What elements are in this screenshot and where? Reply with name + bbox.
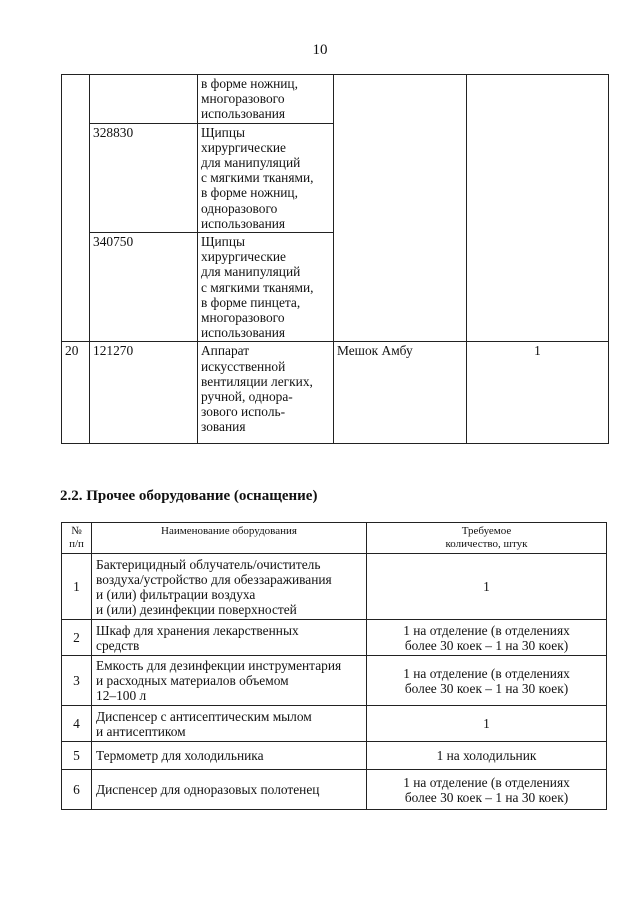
other-equipment-table [61, 522, 607, 810]
equipment-cell: Мешок Амбу [334, 342, 467, 444]
table-row [62, 742, 607, 770]
row-number: 4 [62, 706, 92, 742]
quantity-cell: 1 [367, 706, 607, 742]
equipment-cell [334, 75, 467, 342]
name-cell: Диспенсер для одноразовых полотенец [92, 770, 367, 810]
header-name: Наименование оборудования [92, 523, 367, 554]
section-title: 2.2. Прочее оборудование (оснащение) [60, 488, 318, 504]
code-cell [90, 75, 198, 124]
code-cell: 328830 [90, 123, 198, 232]
table-row [62, 770, 607, 810]
table-row [62, 620, 607, 656]
name-cell: Диспенсер с антисептическим мылом и антисептиком [92, 706, 367, 742]
row-number: 6 [62, 770, 92, 810]
quantity-cell: 1 на отделение (в отделениях более 30 коек – 1 на 30 коек) [367, 656, 607, 706]
table-header-row [62, 523, 607, 554]
quantity-cell: 1 на отделение (в отделениях более 30 коек – 1 на 30 коек) [367, 770, 607, 810]
table-row [62, 342, 609, 444]
row-number: 1 [62, 554, 92, 620]
code-cell: 340750 [90, 233, 198, 342]
table-row [62, 554, 607, 620]
header-number: № п/п [62, 523, 92, 554]
quantity-cell: 1 на холодильник [367, 742, 607, 770]
row-number: 5 [62, 742, 92, 770]
table-row [62, 706, 607, 742]
name-cell: в форме ножниц, многоразового использования [198, 75, 334, 124]
name-cell: Термометр для холодильника [92, 742, 367, 770]
table-row [62, 656, 607, 706]
name-cell: Емкость для дезинфекции инструментария и расходных материалов объемом 12–100 л [92, 656, 367, 706]
header-quantity: Требуемое количество, штук [367, 523, 607, 554]
quantity-cell: 1 [367, 554, 607, 620]
row-number [62, 75, 90, 342]
name-cell: Бактерицидный облучатель/очиститель воздуха/устройство для обеззараживания и (или) фильтрации воздуха и (или) дезинфекции поверхностей [92, 554, 367, 620]
row-number: 3 [62, 656, 92, 706]
row-number: 2 [62, 620, 92, 656]
name-cell: Шкаф для хранения лекарственных средств [92, 620, 367, 656]
name-cell: Аппарат искусственной вентиляции легких, ручной, однора- зового исполь- зования [198, 342, 334, 444]
quantity-cell: 1 на отделение (в отделениях более 30 коек – 1 на 30 коек) [367, 620, 607, 656]
name-cell: Щипцы хирургические для манипуляций с мягкими тканями, в форме ножниц, одноразового использования [198, 123, 334, 232]
page-number: 10 [312, 42, 328, 58]
equipment-table-continued [61, 74, 609, 444]
code-cell: 121270 [90, 342, 198, 444]
quantity-cell [467, 75, 609, 342]
row-number: 20 [62, 342, 90, 444]
name-cell: Щипцы хирургические для манипуляций с мягкими тканями, в форме пинцета, многоразового использования [198, 233, 334, 342]
quantity-cell: 1 [467, 342, 609, 444]
table-row [62, 75, 609, 124]
